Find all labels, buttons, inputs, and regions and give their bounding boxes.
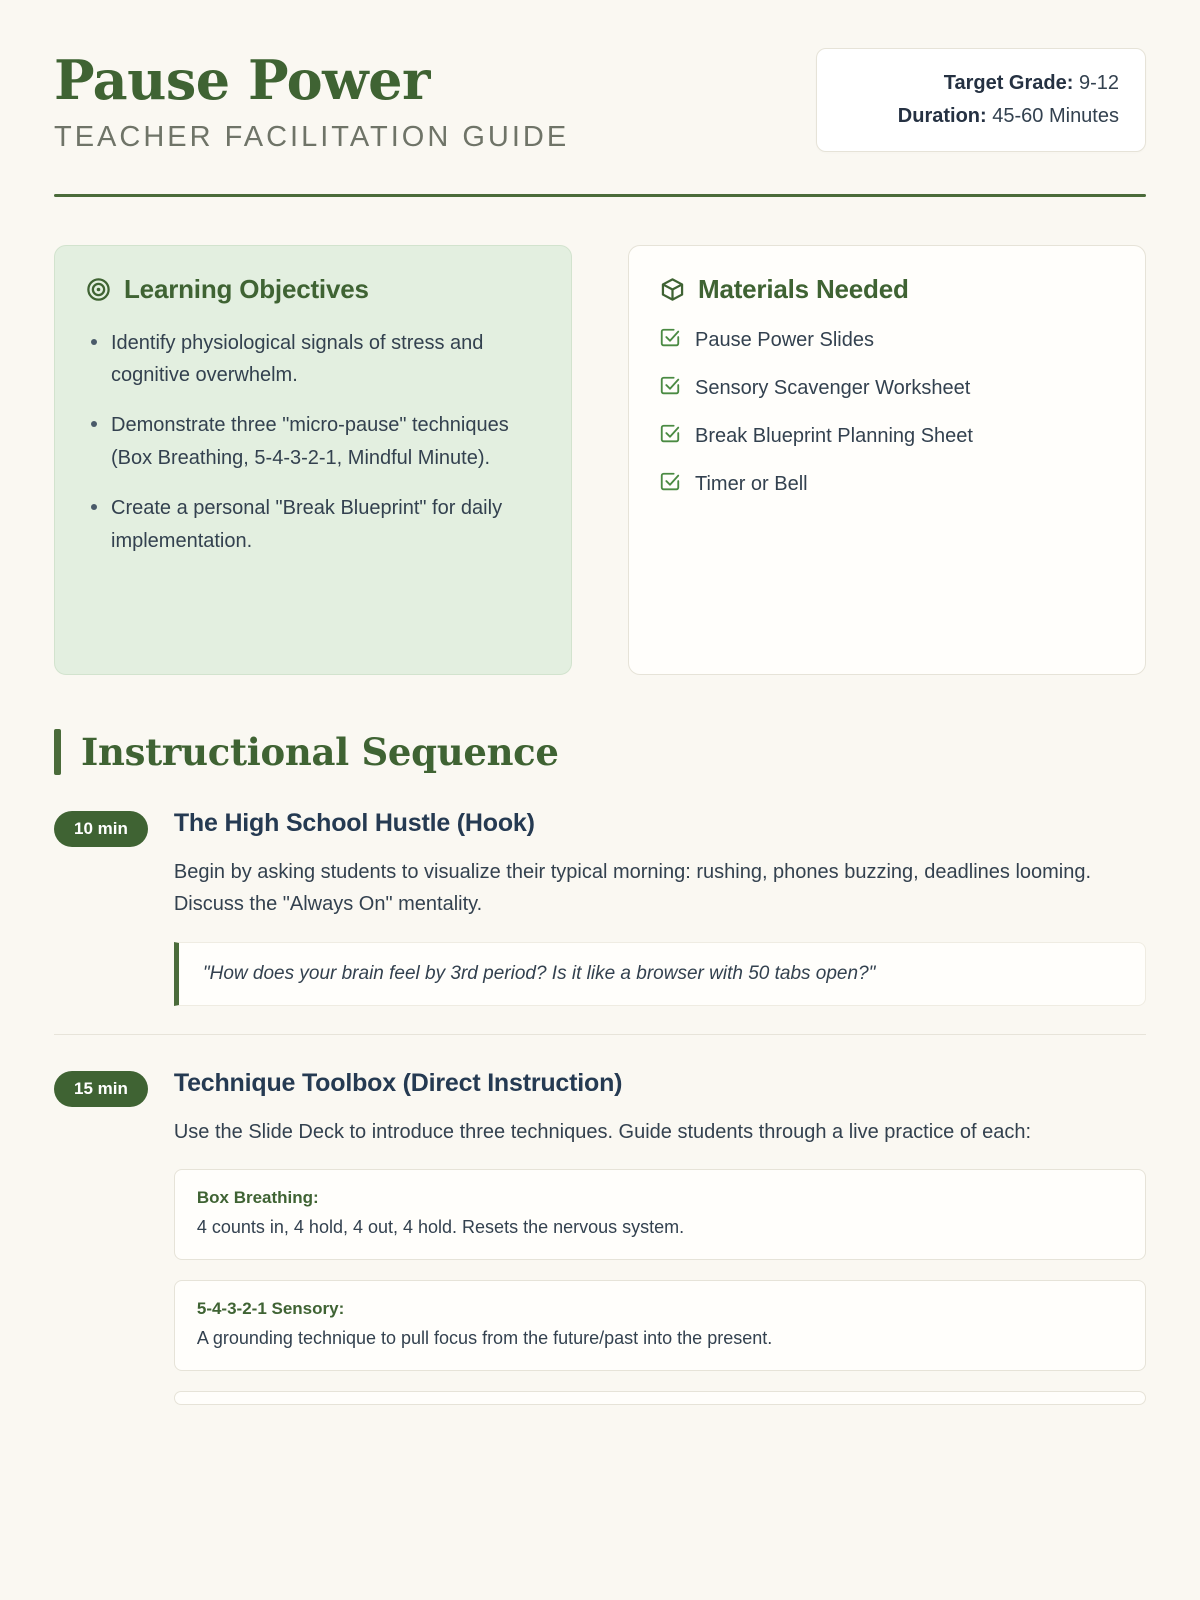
learning-objectives-title: Learning Objectives [124,273,369,304]
sequence-item [54,1034,1146,1432]
technique-detail: A grounding technique to pull focus from the future/past into the present. [196,1327,773,1348]
technique-name: Box Breathing: [196,1187,319,1207]
list-item: Identify physiological signals of stress and cognitive overwhelm. [85,327,541,392]
sequence-item-row [54,1069,1146,1404]
material-label: Break Blueprint Planning Sheet [695,425,973,448]
duration-value: 45-60 Minutes [992,105,1119,127]
material-label: Sensory Scavenger Worksheet [695,377,971,400]
materials-needed-card [628,245,1146,675]
checkbox-check-icon [659,327,681,355]
sequence-item [54,809,1146,1035]
page-subtitle: TEACHER FACILITATION GUIDE [54,120,570,153]
section-title: Instructional Sequence [81,729,559,774]
learning-objectives-list [85,327,541,557]
target-grade-label: Target Grade: [943,72,1074,94]
materials-needed-header [659,274,1115,305]
technique-card [174,1280,1146,1371]
document-header [54,48,1146,154]
meta-card [816,48,1146,152]
target-grade-value: 9-12 [1078,72,1119,94]
materials-needed-title: Materials Needed [698,273,909,304]
sequence-item-description: Begin by asking students to visualize their typical morning: rushing, phones buzzing, deadlines looming. Discuss the "Always On" mentality. [173,860,1092,916]
technique-card-partial [174,1391,1146,1405]
sequence-item-row [54,809,1146,1007]
checkbox-check-icon [659,471,681,499]
sequence-item-body [174,1069,1146,1404]
list-item [659,471,1115,499]
header-divider [54,194,1146,197]
material-label: Timer or Bell [695,473,808,496]
sequence-item-description: Use the Slide Deck to introduce three techniques. Guide students through a live practice of each: [173,1121,1032,1144]
duration-badge: 10 min [54,811,148,847]
sequence-item-body [174,809,1146,1007]
target-icon [85,276,112,303]
title-block [54,48,569,154]
package-icon [659,276,686,303]
sequence-item-title: Technique Toolbox (Direct Instruction) [173,1069,623,1098]
duration-badge: 15 min [54,1071,148,1107]
sequence-list [54,809,1146,1433]
technique-name: 5-4-3-2-1 Sensory: [196,1298,345,1318]
list-item: Create a personal "Break Blueprint" for daily implementation. [85,492,541,557]
sequence-item-title: The High School Hustle (Hook) [173,808,535,837]
list-item [659,423,1115,451]
list-item [659,327,1115,355]
technique-detail: 4 counts in, 4 hold, 4 out, 4 hold. Resets the nervous system. [196,1216,685,1237]
target-grade-line [843,67,1119,100]
materials-list [659,327,1115,499]
learning-objectives-header [85,274,541,305]
material-label: Pause Power Slides [695,329,874,352]
technique-card [174,1169,1146,1260]
checkbox-check-icon [659,375,681,403]
learning-objectives-card [54,245,572,675]
discussion-prompt-quote: "How does your brain feel by 3rd period? Is it like a browser with 50 tabs open?" [174,942,1146,1006]
list-item: Demonstrate three "micro-pause" techniques (Box Breathing, 5-4-3-2-1, Mindful Minute). [85,409,541,474]
list-item [659,375,1115,403]
page-title: Pause Power [54,48,430,112]
section-accent-bar [54,729,61,775]
duration-line [843,100,1119,133]
duration-label: Duration: [897,105,987,127]
info-cards [54,245,1146,675]
instructional-sequence-header [54,729,1146,775]
checkbox-check-icon [659,423,681,451]
